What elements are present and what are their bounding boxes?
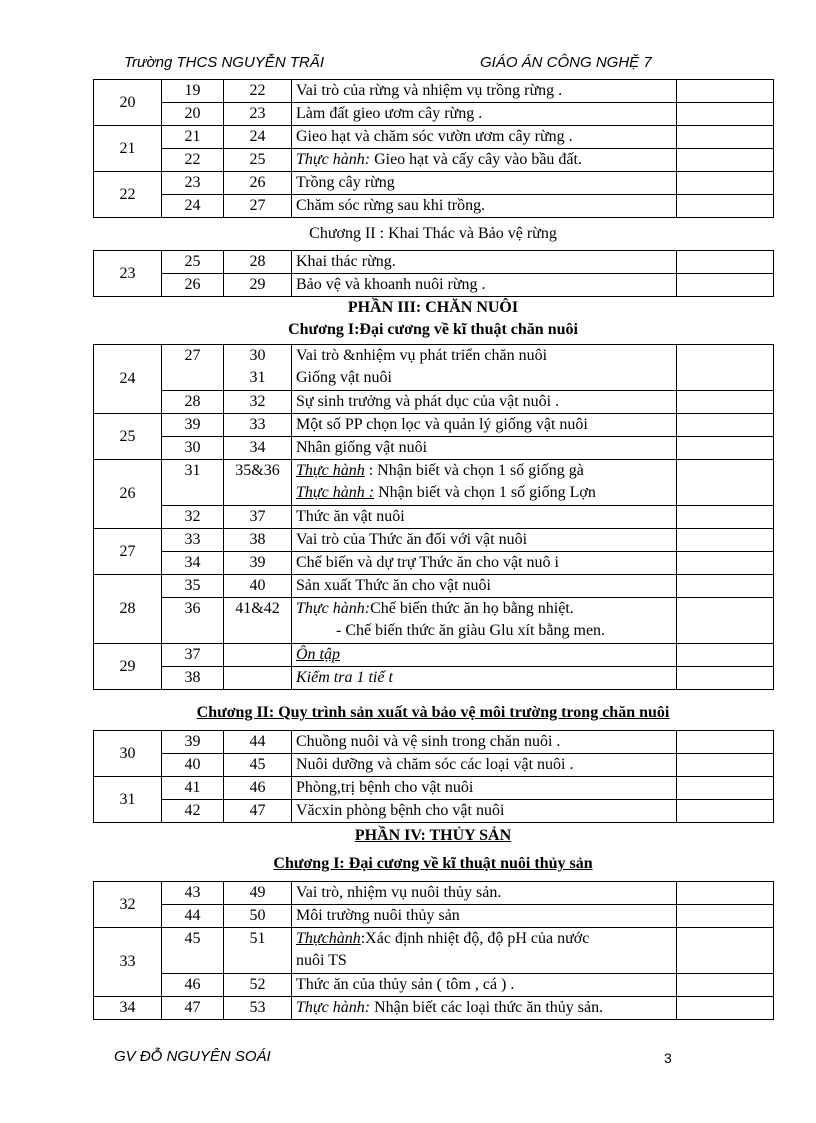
lesson-number: 24 bbox=[162, 195, 224, 218]
practice-label: Thực hành : bbox=[296, 484, 375, 501]
table-row bbox=[94, 172, 774, 195]
page-number: 3 bbox=[664, 1050, 672, 1066]
period-number: 27 bbox=[224, 195, 292, 218]
table-row bbox=[94, 251, 774, 274]
table-row bbox=[94, 126, 774, 149]
lesson-number: 44 bbox=[162, 905, 224, 928]
lesson-number: 26 bbox=[162, 274, 224, 297]
week-cell: 20 bbox=[94, 80, 162, 126]
lesson-number: 28 bbox=[162, 391, 224, 414]
lesson-title bbox=[292, 345, 677, 391]
table-row bbox=[94, 103, 774, 126]
footer-teacher: GV ĐỖ NGUYÊN SOÁI bbox=[114, 1048, 271, 1065]
lesson-number: 35 bbox=[162, 575, 224, 598]
period-number: 49 bbox=[224, 882, 292, 905]
note-cell bbox=[677, 667, 774, 690]
lesson-title: Nuôi dưỡng và chăm sóc các loại vật nuôi . bbox=[292, 754, 677, 777]
period-number: 53 bbox=[224, 997, 292, 1020]
lesson-title: Vai trò của rừng và nhiệm vụ trồng rừng . bbox=[292, 80, 677, 103]
note-cell bbox=[677, 506, 774, 529]
lesson-title: Chế biến và dự trự Thức ăn cho vật nuô i bbox=[292, 552, 677, 575]
table-row bbox=[94, 997, 774, 1020]
table-row bbox=[94, 506, 774, 529]
table-row bbox=[94, 905, 774, 928]
lesson-title-text: : Nhận biết và chọn 1 số giống gà bbox=[364, 462, 584, 479]
lesson-number: 47 bbox=[162, 997, 224, 1020]
table-row bbox=[94, 974, 774, 997]
period-number bbox=[224, 667, 292, 690]
lesson-number: 41 bbox=[162, 777, 224, 800]
lesson-title: Ôn tập bbox=[292, 644, 677, 667]
lesson-title: Sự sinh trưởng và phát dục của vật nuôi . bbox=[292, 391, 677, 414]
note-cell bbox=[677, 731, 774, 754]
lesson-title-a: Vai trò &nhiệm vụ phát triển chăn nuôi bbox=[296, 347, 548, 364]
lesson-title: Thức ăn vật nuôi bbox=[292, 506, 677, 529]
lesson-number: 38 bbox=[162, 667, 224, 690]
lesson-table-3 bbox=[93, 344, 774, 690]
note-cell bbox=[677, 928, 774, 974]
lesson-title: Chăm sóc rừng sau khi trồng. bbox=[292, 195, 677, 218]
part-heading: PHẦN IV: THỦY SẢN bbox=[354, 827, 512, 844]
note-cell bbox=[677, 460, 774, 506]
lesson-title: Thức ăn của thủy sản ( tôm , cá ) . bbox=[292, 974, 677, 997]
period-number bbox=[224, 644, 292, 667]
lesson-title-text: Nhận biết và chọn 1 số giống Lợn bbox=[374, 484, 596, 501]
lesson-number: 19 bbox=[162, 80, 224, 103]
lesson-title: Một số PP chọn lọc và quản lý giống vật nuôi bbox=[292, 414, 677, 437]
period-number: 47 bbox=[224, 800, 292, 823]
note-cell bbox=[677, 195, 774, 218]
period-number: 22 bbox=[224, 80, 292, 103]
week-cell: 33 bbox=[94, 928, 162, 997]
practice-label: Thựchành bbox=[296, 930, 361, 947]
week-cell: 28 bbox=[94, 575, 162, 644]
table-row bbox=[94, 149, 774, 172]
table-row bbox=[94, 274, 774, 297]
note-cell bbox=[677, 172, 774, 195]
lesson-number: 25 bbox=[162, 251, 224, 274]
lesson-number: 30 bbox=[162, 437, 224, 460]
note-cell bbox=[677, 251, 774, 274]
header-subject: GIÁO ÁN CÔNG NGHỆ 7 bbox=[480, 54, 652, 71]
lesson-number: 37 bbox=[162, 644, 224, 667]
lesson-number: 42 bbox=[162, 800, 224, 823]
note-cell bbox=[677, 974, 774, 997]
lesson-number: 40 bbox=[162, 754, 224, 777]
table-row bbox=[94, 667, 774, 690]
lesson-title-text: Gieo hạt và cấy cây vào bầu đất. bbox=[370, 151, 582, 168]
lesson-number: 32 bbox=[162, 506, 224, 529]
period-number bbox=[224, 345, 292, 391]
period-number-b: 31 bbox=[249, 369, 266, 386]
lesson-title: Sản xuất Thức ăn cho vật nuôi bbox=[292, 575, 677, 598]
lesson-title bbox=[292, 997, 677, 1020]
period-number-a: 30 bbox=[249, 347, 266, 364]
table-row bbox=[94, 437, 774, 460]
note-cell bbox=[677, 391, 774, 414]
period-number: 38 bbox=[224, 529, 292, 552]
lesson-number: 20 bbox=[162, 103, 224, 126]
lesson-title: Văcxin phòng bệnh cho vật nuôi bbox=[292, 800, 677, 823]
note-cell bbox=[677, 754, 774, 777]
lesson-title: Vai trò của Thức ăn đối với vật nuôi bbox=[292, 529, 677, 552]
note-cell bbox=[677, 777, 774, 800]
period-number: 29 bbox=[224, 274, 292, 297]
lesson-title: Kiểm tra 1 tiế t bbox=[292, 667, 677, 690]
table-row bbox=[94, 552, 774, 575]
lesson-number: 43 bbox=[162, 882, 224, 905]
note-cell bbox=[677, 644, 774, 667]
period-number: 33 bbox=[224, 414, 292, 437]
period-number: 23 bbox=[224, 103, 292, 126]
week-cell: 27 bbox=[94, 529, 162, 575]
table-row bbox=[94, 882, 774, 905]
practice-label: Thực hành: bbox=[296, 999, 371, 1016]
header-school: Trường THCS NGUYỄN TRÃI bbox=[124, 54, 324, 71]
lesson-title bbox=[292, 928, 677, 974]
table-row bbox=[94, 800, 774, 823]
lesson-title: Gieo hạt và chăm sóc vườn ươm cây rừng . bbox=[292, 126, 677, 149]
table-row bbox=[94, 777, 774, 800]
period-number: 26 bbox=[224, 172, 292, 195]
note-cell bbox=[677, 882, 774, 905]
note-cell bbox=[677, 80, 774, 103]
table-row bbox=[94, 529, 774, 552]
week-cell: 25 bbox=[94, 414, 162, 460]
note-cell bbox=[677, 274, 774, 297]
lesson-table-5 bbox=[93, 881, 774, 1020]
lesson-title-sub: nuôi TS bbox=[296, 952, 347, 969]
period-number: 44 bbox=[224, 731, 292, 754]
lesson-title bbox=[292, 460, 677, 506]
lesson-title: Làm đất gieo ươm cây rừng . bbox=[292, 103, 677, 126]
lesson-number: 46 bbox=[162, 974, 224, 997]
period-number: 46 bbox=[224, 777, 292, 800]
period-number: 37 bbox=[224, 506, 292, 529]
table-row bbox=[94, 345, 774, 391]
week-cell: 24 bbox=[94, 345, 162, 414]
lesson-title: Khai thác rừng. bbox=[292, 251, 677, 274]
note-cell bbox=[677, 575, 774, 598]
lesson-number: 39 bbox=[162, 414, 224, 437]
period-number: 34 bbox=[224, 437, 292, 460]
period-number: 24 bbox=[224, 126, 292, 149]
period-number: 50 bbox=[224, 905, 292, 928]
table-row bbox=[94, 80, 774, 103]
lesson-number: 45 bbox=[162, 928, 224, 974]
lesson-table-2 bbox=[93, 250, 774, 297]
note-cell bbox=[677, 905, 774, 928]
period-number: 25 bbox=[224, 149, 292, 172]
lesson-number: 36 bbox=[162, 598, 224, 644]
period-number: 41&42 bbox=[224, 598, 292, 644]
note-cell bbox=[677, 437, 774, 460]
practice-label: Thực hành: bbox=[296, 600, 371, 617]
lesson-number: 21 bbox=[162, 126, 224, 149]
table-row bbox=[94, 644, 774, 667]
week-cell: 32 bbox=[94, 882, 162, 928]
period-number: 51 bbox=[224, 928, 292, 974]
week-cell: 22 bbox=[94, 172, 162, 218]
note-cell bbox=[677, 103, 774, 126]
lesson-number: 23 bbox=[162, 172, 224, 195]
lesson-number: 39 bbox=[162, 731, 224, 754]
lesson-title-sub: - Chế biến thức ăn giàu Glu xít bằng men. bbox=[336, 622, 606, 639]
lesson-title-text: Nhận biết các loại thức ăn thủy sản. bbox=[370, 999, 604, 1016]
table-row bbox=[94, 598, 774, 644]
week-cell: 34 bbox=[94, 997, 162, 1020]
note-cell bbox=[677, 529, 774, 552]
period-number: 39 bbox=[224, 552, 292, 575]
table-row bbox=[94, 195, 774, 218]
lesson-title-text: Chế biến thức ăn họ bằng nhiệt. bbox=[370, 600, 574, 617]
note-cell bbox=[677, 149, 774, 172]
lesson-number: 34 bbox=[162, 552, 224, 575]
table-row bbox=[94, 391, 774, 414]
lesson-title: Nhân giống vật nuôi bbox=[292, 437, 677, 460]
lesson-number: 33 bbox=[162, 529, 224, 552]
period-number: 52 bbox=[224, 974, 292, 997]
lesson-number: 31 bbox=[162, 460, 224, 506]
note-cell bbox=[677, 800, 774, 823]
note-cell bbox=[677, 598, 774, 644]
table-row bbox=[94, 460, 774, 506]
lesson-title: Phòng,trị bệnh cho vật nuôi bbox=[292, 777, 677, 800]
lesson-title-b: Giống vật nuôi bbox=[296, 369, 392, 386]
note-cell bbox=[677, 997, 774, 1020]
part-heading: PHẦN III: CHĂN NUÔI bbox=[347, 299, 519, 316]
chapter-heading: Chương I: Đại cương về kĩ thuật nuôi thủy sản bbox=[273, 855, 593, 872]
week-cell: 31 bbox=[94, 777, 162, 823]
period-number: 32 bbox=[224, 391, 292, 414]
note-cell bbox=[677, 345, 774, 391]
lesson-table-4 bbox=[93, 730, 774, 823]
lesson-title: Bảo vệ và khoanh nuôi rừng . bbox=[292, 274, 677, 297]
table-row bbox=[94, 928, 774, 974]
lesson-title: Chuồng nuôi và vệ sinh trong chăn nuôi . bbox=[292, 731, 677, 754]
lesson-number: 22 bbox=[162, 149, 224, 172]
lesson-title: Môi trường nuôi thủy sản bbox=[292, 905, 677, 928]
chapter-heading: Chương I:Đại cương về kĩ thuật chăn nuôi bbox=[288, 321, 578, 338]
lesson-table-1 bbox=[93, 79, 774, 218]
lesson-title bbox=[292, 598, 677, 644]
lesson-title-text: :Xác định nhiệt độ, độ pH của nước bbox=[360, 930, 590, 947]
period-number: 35&36 bbox=[224, 460, 292, 506]
week-cell: 23 bbox=[94, 251, 162, 297]
chapter-heading: Chương II: Quy trình sản xuất và bảo vệ môi trường trong chăn nuôi bbox=[196, 704, 670, 721]
lesson-title: Vai trò, nhiệm vụ nuôi thủy sản. bbox=[292, 882, 677, 905]
note-cell bbox=[677, 414, 774, 437]
lesson-number: 27 bbox=[162, 345, 224, 391]
week-cell: 21 bbox=[94, 126, 162, 172]
note-cell bbox=[677, 552, 774, 575]
week-cell: 29 bbox=[94, 644, 162, 690]
table-row bbox=[94, 731, 774, 754]
table-row bbox=[94, 754, 774, 777]
note-cell bbox=[677, 126, 774, 149]
lesson-title bbox=[292, 149, 677, 172]
week-cell: 26 bbox=[94, 460, 162, 529]
practice-label: Thực hành bbox=[296, 462, 365, 479]
period-number: 28 bbox=[224, 251, 292, 274]
period-number: 40 bbox=[224, 575, 292, 598]
lesson-title: Trồng cây rừng bbox=[292, 172, 677, 195]
chapter-heading: Chương II : Khai Thác và Bảo vệ rừng bbox=[309, 225, 557, 242]
period-number: 45 bbox=[224, 754, 292, 777]
table-row bbox=[94, 575, 774, 598]
table-row bbox=[94, 414, 774, 437]
practice-label: Thực hành: bbox=[296, 151, 371, 168]
week-cell: 30 bbox=[94, 731, 162, 777]
